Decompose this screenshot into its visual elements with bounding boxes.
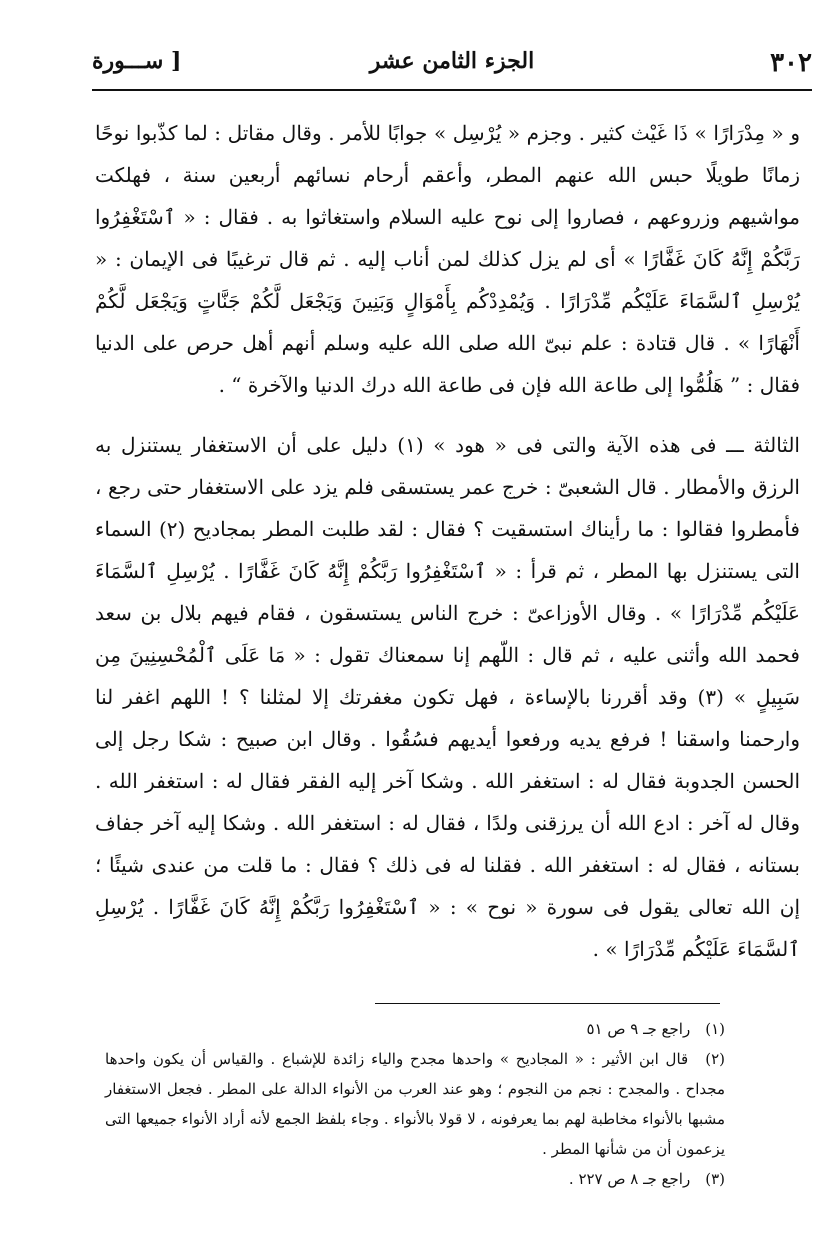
footnote-text: راجع جـ ٨ ص ٢٢٧ . — [568, 1170, 691, 1188]
page-header — [92, 38, 812, 88]
footnote — [105, 1014, 725, 1044]
main-text — [95, 112, 800, 970]
footnote-mark: (٣) — [705, 1170, 725, 1188]
footnote — [105, 1044, 725, 1164]
footnote-mark: (٢) — [705, 1050, 725, 1068]
header-divider — [92, 89, 812, 91]
footnote — [105, 1164, 725, 1194]
paragraph-third-issue: الثالثة ـــ فى هذه الآية والتى فى « هود » (١) دليل على أن الاستغفار يستنزل به الرزق والأمطار . قال الشعبىّ : خرج عمر يستسقى فلم يزد على الاستغفار حتى رجع ، فأمطروا فقالوا : ما رأيناك استسقيت ؟ فقال : لقد طلبت المطر بمجاديح (٢) السماء التى يستنزل بها المطر ، ثم قرأ : « ٱسْتَغْفِرُوا رَبَّكُمْ إِنَّهُ كَانَ غَفَّارًا . يُرْسِلِ ٱلسَّمَاءَ عَلَيْكُم مِّدْرَارًا » . وقال الأوزاعىّ : خرج الناس يستسقون ، فقام فيهم بلال بن سعد فحمد الله وأثنى عليه ، ثم قال : اللّهم إنا سمعناك تقول : « مَا عَلَى ٱلْمُحْسِنِينَ مِن سَبِيلٍ » (٣) وقد أقررنا بالإساءة ، فهل تكون مغفرتك إلا لمثلنا ؟ ! اللهم اغفر لنا وارحمنا واسقنا ! فرفع يديه ورفعوا أيديهم فسُقُوا . وقال ابن صبيح : شكا رجل إلى الحسن الجدوبة فقال له : استغفر الله . وشكا آخر إليه الفقر فقال له : استغفر الله . وقال له آخر : ادع الله أن يرزقنى ولدًا ، فقال له : استغفر الله . وشكا إليه آخر جفاف بستانه ، فقال له : استغفر الله . فقلنا له فى ذلك ؟ فقال : ما قلت من عندى شيئًا ؛ إن الله تعالى يقول فى سورة « نوح » : « ٱسْتَغْفِرُوا رَبَّكُمْ إِنَّهُ كَانَ غَفَّارًا . يُرْسِلِ ٱلسَّمَاءَ عَلَيْكُم مِّدْرَارًا » . — [95, 433, 800, 961]
footnote-text: راجع جـ ٩ ص ٥١ — [586, 1020, 691, 1038]
footnote-divider — [375, 1003, 720, 1004]
surah-label: [ ســـورة — [92, 48, 182, 74]
footnote-text: قال ابن الأثير : « المجاديح » واحدها مجدح والياء زائدة للإشباع . والقياس أن يكون واحدها مجداح . والمجدح : نجم من النجوم ؛ وهو عند العرب من الأنواء الدالة على المطر . فجعل الاستغفار مشبها بالأنواء مخاطبة لهم بما يعرفونه ، لا قولا بالأنواء . وجاء بلفظ الجمع لأنه أراد الأنواء جميعها التى يزعمون أن من شأنها المطر . — [105, 1050, 725, 1158]
footnotes — [105, 1014, 725, 1194]
footnote-mark: (١) — [705, 1020, 725, 1038]
page-number: ٣٠٢ — [770, 48, 812, 78]
running-title: الجزء الثامن عشر — [369, 48, 535, 74]
paragraph-commentary: و « مِدْرَارًا » ذَا غَيْث كثير . وجزم « يُرْسِل » جوابًا للأمر . وقال مقاتل : لما كذّبوا نوحًا زمانًا طويلًا حبس الله عنهم المطر، وأعقم أرحام نسائهم أربعين سنة ، فهلكت مواشيهم وزروعهم ، فصاروا إلى نوح عليه السلام واستغاثوا به . فقال : « ٱسْتَغْفِرُوا رَبَّكُمْ إِنَّهُ كَانَ غَفَّارًا » أى لم يزل كذلك لمن أناب إليه . ثم قال ترغيبًا فى الإيمان : « يُرْسِلِ ٱلسَّمَاءَ عَلَيْكُم مِّدْرَارًا . وَيُمْدِدْكُم بِأَمْوَالٍ وَبَنِينَ وَيَجْعَل لَّكُمْ جَنَّاتٍ وَيَجْعَل لَّكُمْ أَنْهَارًا » . قال قتادة : علم نبىّ الله صلى الله عليه وسلم أنهم أهل حرص على الدنيا فقال : ” هَلُمُّوا إلى طاعة الله فإن فى طاعة الله درك الدنيا والآخرة “ . — [95, 121, 800, 397]
